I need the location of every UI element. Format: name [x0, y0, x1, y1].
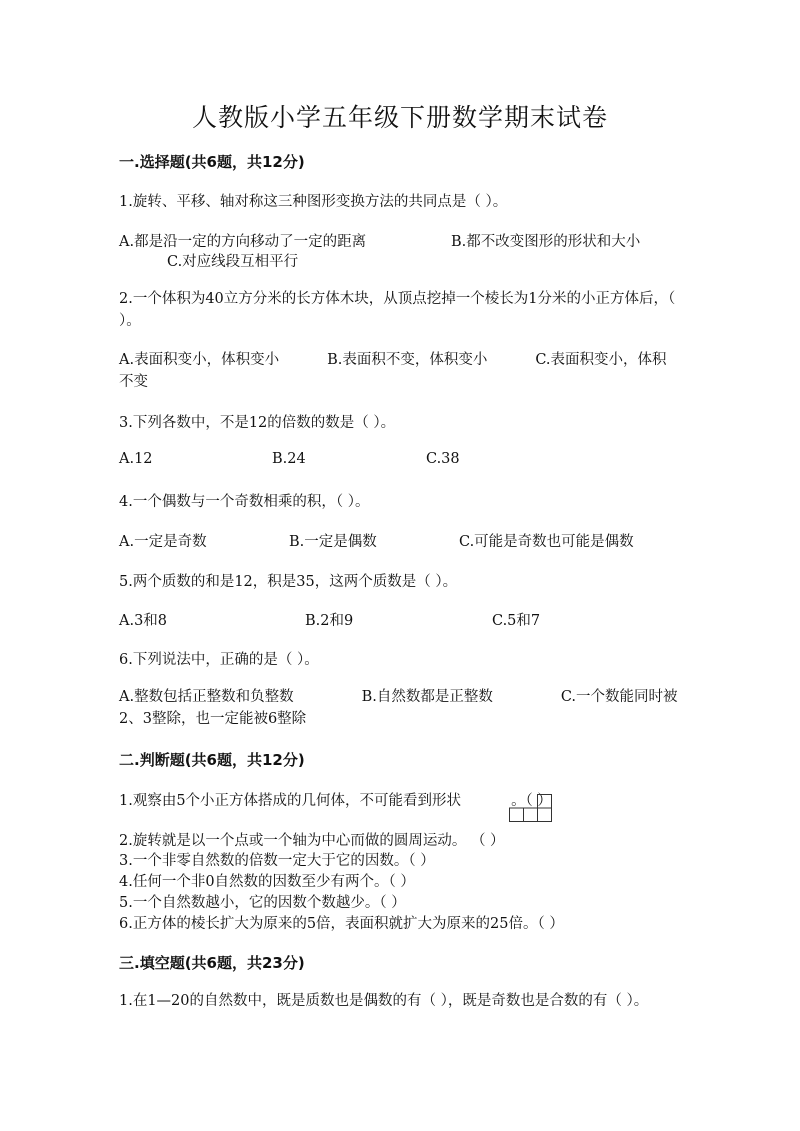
- cube-view-shape-icon: [509, 794, 553, 822]
- section-heading-judge: 二.判断题(共6题，共12分): [119, 751, 305, 769]
- option-a: A.表面积变小，体积变小: [119, 352, 280, 368]
- judge-question-3: 3.一个非零自然数的倍数一定大于它的因数。（ ）: [119, 853, 435, 869]
- option-c: C.38: [426, 451, 460, 467]
- option-group: [119, 686, 687, 730]
- question-text: 1.观察由5个小正方体搭成的几何体，不可能看到形状: [119, 793, 462, 809]
- option-c: C.对应线段互相平行: [167, 254, 299, 270]
- option-b: B.表面积不变，体积变小: [327, 352, 488, 368]
- fill-question-1: 1.在1—20的自然数中，既是质数也是偶数的有（ ），既是奇数也是合数的有（ ）。: [119, 993, 649, 1009]
- page-title: 人教版小学五年级下册数学期末试卷: [191, 103, 608, 132]
- question-text: 3.下列各数中，不是12的倍数的数是（ ）。: [119, 415, 396, 431]
- judge-question-4: 4.任何一个非0自然数的因数至少有两个。（ ）: [119, 874, 415, 890]
- option-b: B.都不改变图形的形状和大小: [451, 234, 641, 250]
- option-c: C.表面积变小，体积不变: [119, 352, 667, 390]
- option-b: B.自然数都是正整数: [361, 689, 493, 705]
- question-text: 2.一个体积为40立方分米的长方体木块，从顶点挖掉一个棱长为1分米的小正方体后，（ ）。: [119, 291, 676, 329]
- section-heading-fill: 三.填空题(共6题，共23分): [119, 954, 305, 972]
- question-text: 1.旋转、平移、轴对称这三种图形变换方法的共同点是（ ）。: [119, 194, 508, 210]
- option-group: [119, 349, 679, 393]
- answer-bracket: 。（ ）: [511, 793, 552, 809]
- option-a: A.整数包括正整数和负整数: [119, 689, 294, 705]
- option-c: C.5和7: [492, 613, 541, 629]
- option-c: C.一个数能同时被2、3整除，也一定能被6整除: [119, 689, 678, 727]
- judge-question-2: 2.旋转就是以一个点或一个轴为中心而做的圆周运动。 （ ）: [119, 833, 505, 849]
- question-text: 4.一个偶数与一个奇数相乘的积，（ ）。: [119, 494, 370, 510]
- option-a: A.都是沿一定的方向移动了一定的距离: [119, 234, 367, 250]
- judge-question-5: 5.一个自然数越小，它的因数个数越少。（ ）: [119, 895, 406, 911]
- question-text: 5.两个质数的和是12，积是35，这两个质数是（ ）。: [119, 574, 458, 590]
- question-text: 6.下列说法中，正确的是（ ）。: [119, 652, 319, 668]
- option-b: B.2和9: [305, 613, 354, 629]
- option-a: A.12: [119, 451, 153, 467]
- option-a: A.3和8: [119, 613, 168, 629]
- judge-question-1: [119, 789, 552, 810]
- option-a: A.一定是奇数: [119, 534, 207, 550]
- option-c: C.可能是奇数也可能是偶数: [459, 534, 634, 550]
- section-heading-choice: 一.选择题(共6题，共12分): [119, 153, 305, 171]
- option-b: B.24: [272, 451, 306, 467]
- judge-question-6: 6.正方体的棱长扩大为原来的5倍，表面积就扩大为原来的25倍。（ ）: [119, 916, 564, 932]
- option-b: B.一定是偶数: [289, 534, 377, 550]
